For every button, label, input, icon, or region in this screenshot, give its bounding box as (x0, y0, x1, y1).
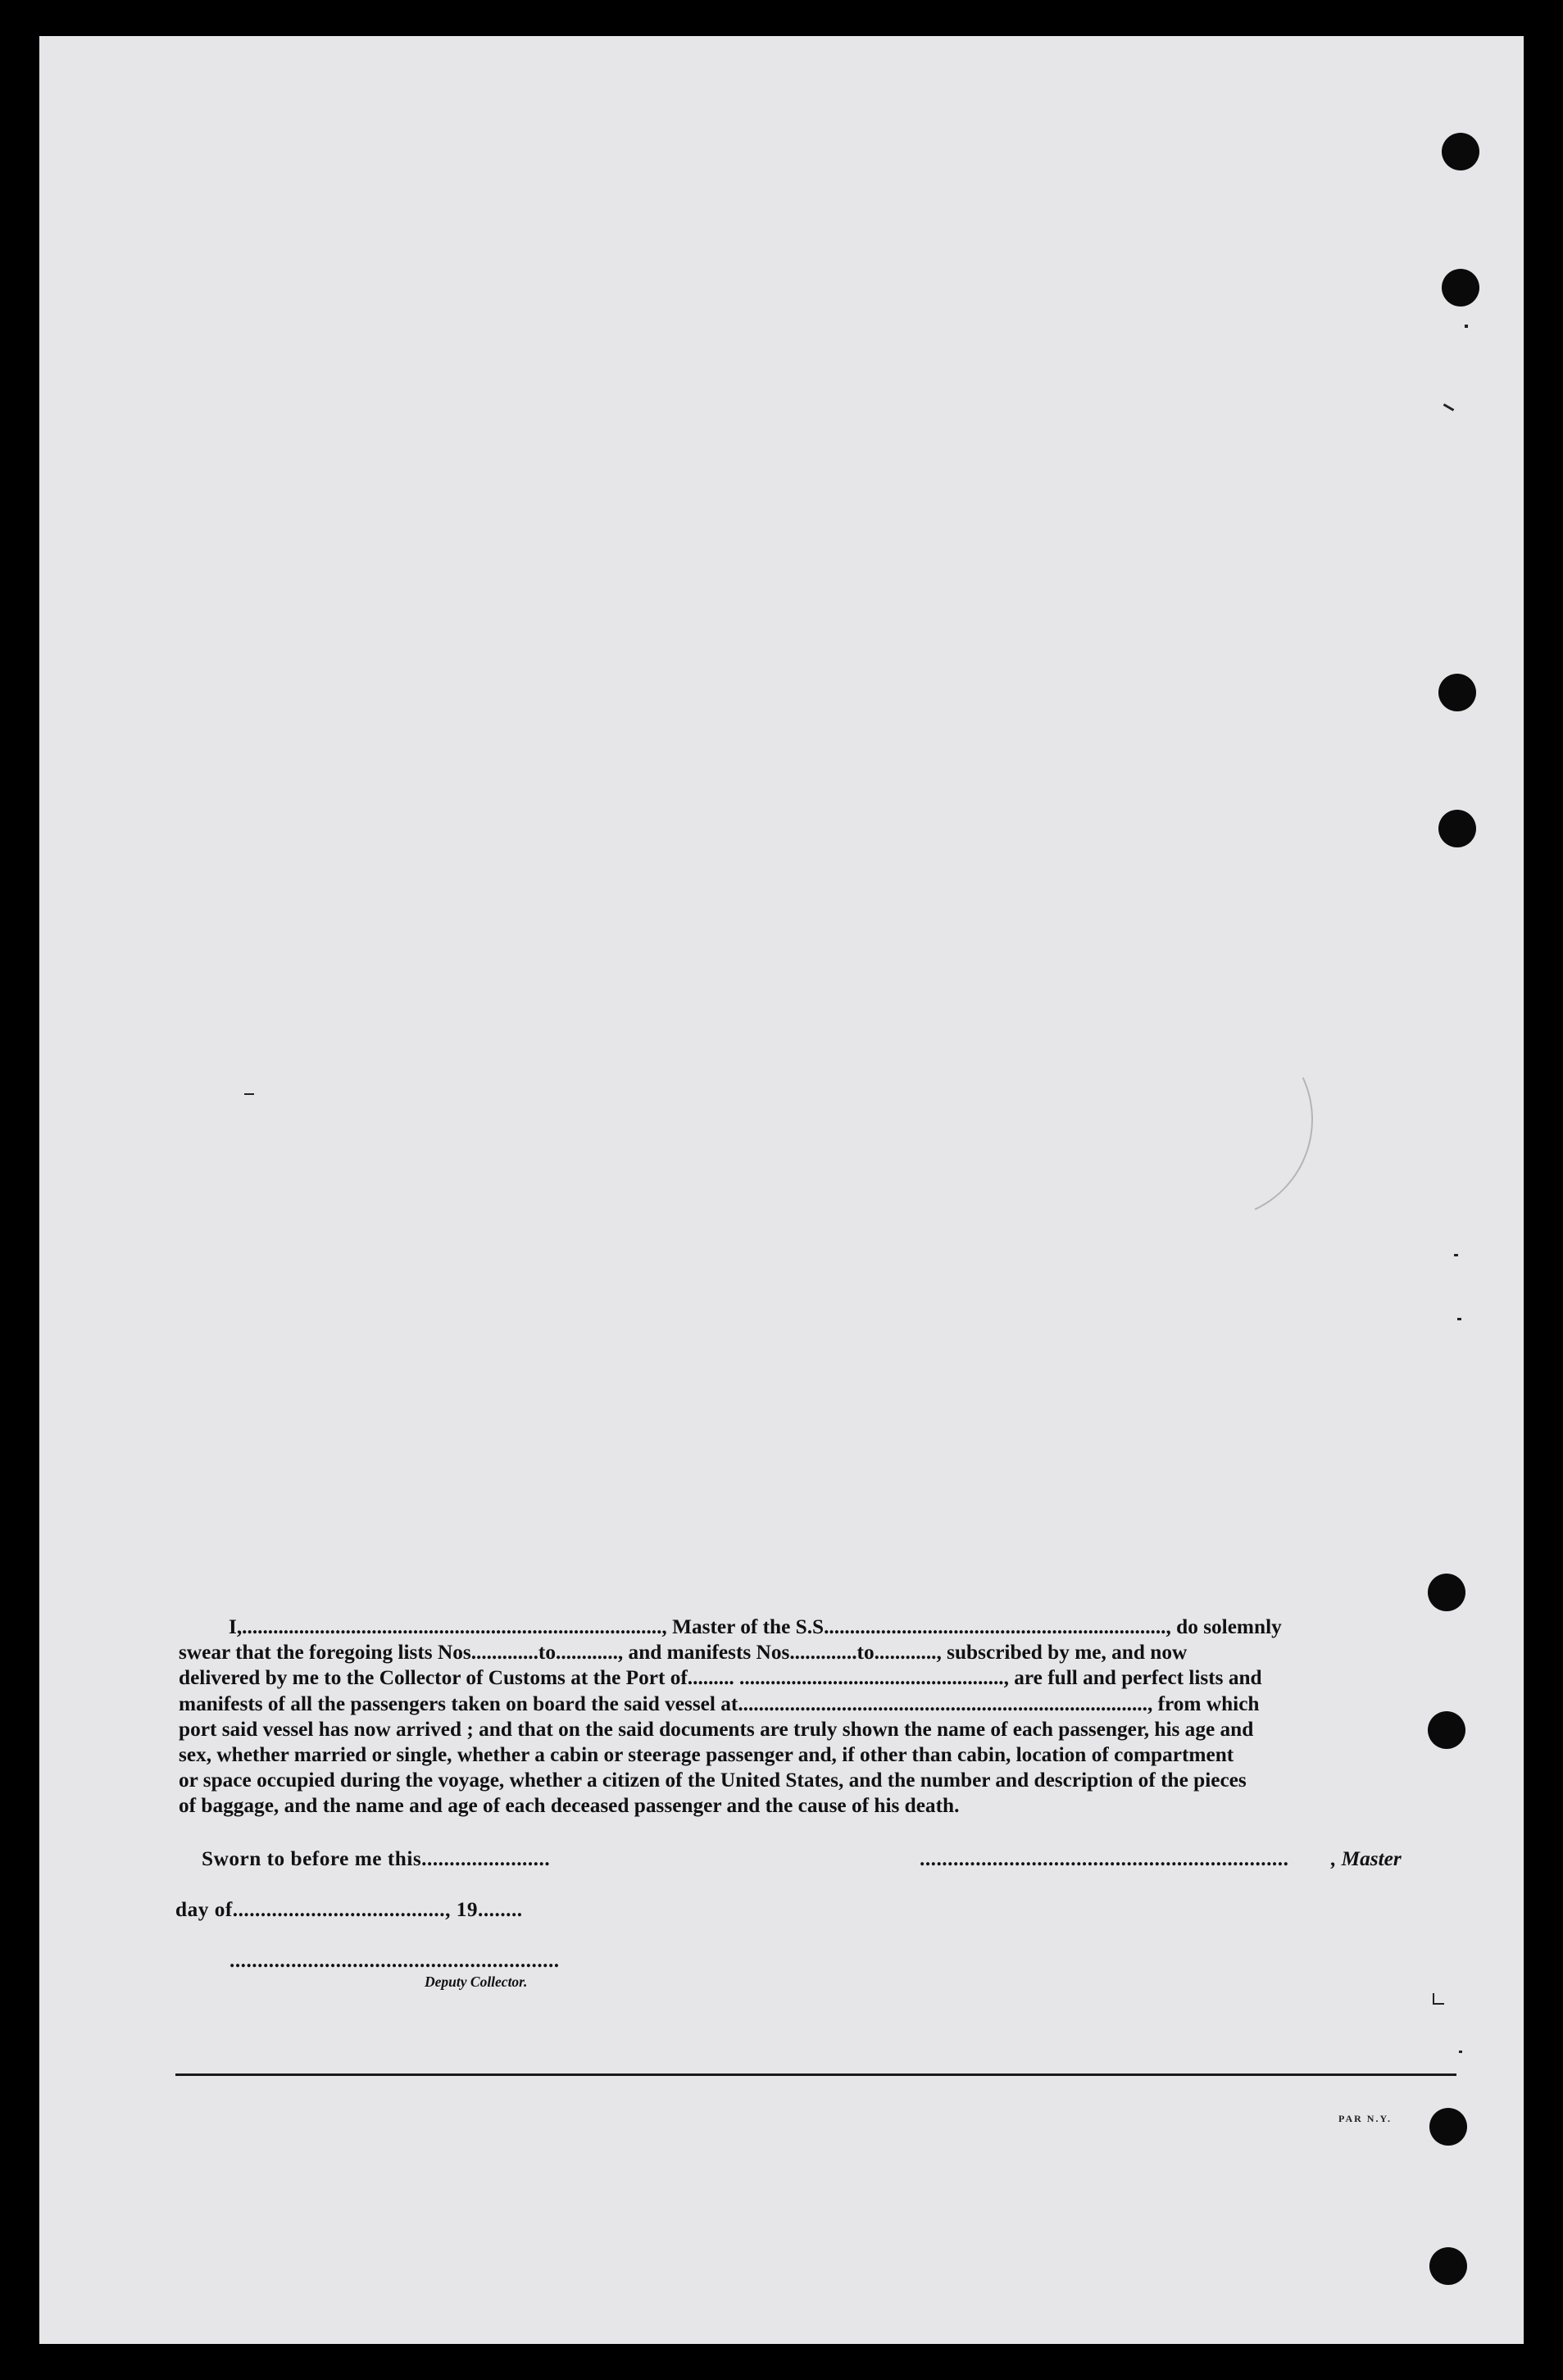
oath-line: manifests of all the passengers taken on board the said vessel at..............................................................................., from which (179, 1692, 1260, 1715)
deputy-collector-signature-line: ........................................................... (229, 1949, 560, 1972)
oath-paragraph (179, 1615, 1458, 1819)
punch-hole-1 (1442, 133, 1479, 170)
punch-hole-2 (1442, 269, 1479, 307)
master-label: , Master (1331, 1847, 1402, 1870)
oath-line: of baggage, and the name and age of each deceased passenger and the cause of his death. (179, 1794, 960, 1818)
day-line: day of......................................, 19........ (175, 1898, 523, 1921)
oath-line: port said vessel has now arrived ; and that on the said documents are truly shown the name of each passenger, his age and (179, 1717, 1254, 1741)
printer-mark: PAR N.Y. (1338, 2113, 1393, 2124)
oath-line: or space occupied during the voyage, whether a citizen of the United States, and the number and description of the pieces (179, 1769, 1247, 1792)
stray-mark (244, 1093, 254, 1095)
stray-mark (1465, 325, 1468, 328)
stray-mark (1433, 2003, 1444, 2005)
master-signature-line: .................................................................. (920, 1847, 1289, 1870)
oath-line: delivered by me to the Collector of Customs at the Port of......... ..................................................., are full and perfect lists and (179, 1666, 1262, 1690)
oath-line: sex, whether married or single, whether a cabin or steerage passenger and, if other than cabin, location of compartment (179, 1743, 1234, 1767)
oath-line: I,................................................................................., Master of the S.S.................................................................., do solemnly (229, 1615, 1282, 1638)
oath-line: swear that the foregoing lists Nos.............to............, and manifests Nos.............to............, subscribed by me, and now (179, 1641, 1188, 1665)
punch-hole-7 (1429, 2108, 1467, 2146)
stray-mark (1459, 2051, 1462, 2053)
sworn-line: Sworn to before me this....................... (202, 1847, 551, 1870)
stray-mark (1457, 1318, 1461, 1320)
deputy-collector-label: Deputy Collector. (425, 1973, 528, 1990)
horizontal-rule (175, 2073, 1456, 2076)
stray-mark (1443, 403, 1455, 411)
punch-hole-5 (1428, 1574, 1465, 1611)
pencil-smudge (1085, 992, 1342, 1248)
stray-mark (1454, 1254, 1458, 1256)
punch-hole-8 (1429, 2247, 1467, 2285)
document-page (39, 36, 1524, 2344)
punch-hole-4 (1438, 810, 1476, 847)
punch-hole-3 (1438, 674, 1476, 711)
